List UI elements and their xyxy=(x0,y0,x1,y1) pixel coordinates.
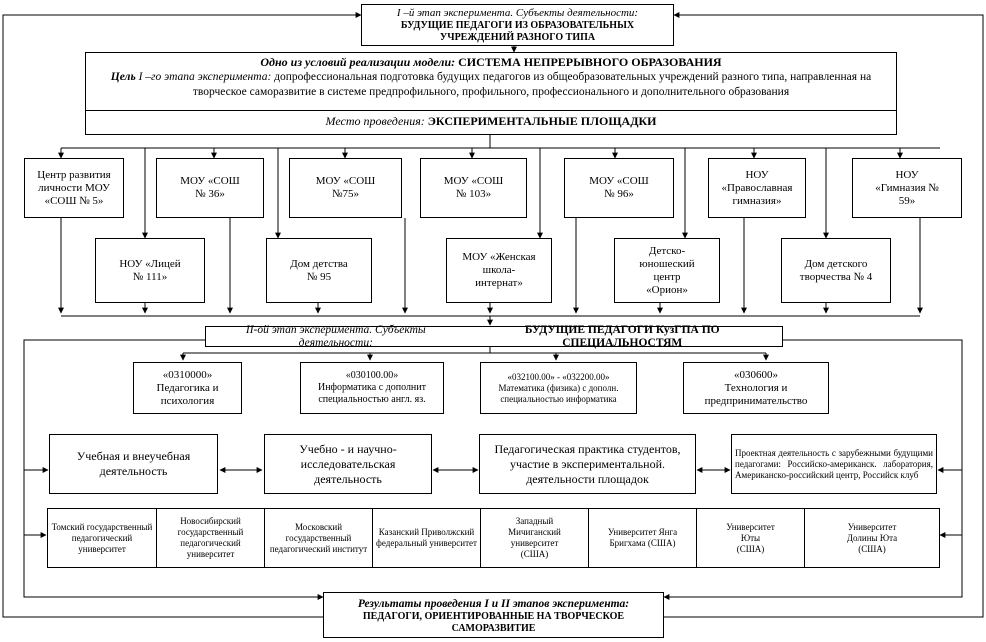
model-box xyxy=(85,52,897,135)
site-label: НОУ «Православная гимназия» xyxy=(721,168,793,207)
condition-value: СИСТЕМА НЕПРЕРЫВНОГО ОБРАЗОВАНИЯ xyxy=(458,55,722,69)
site-lyceum-111 xyxy=(95,238,205,303)
site-house-creativity-4 xyxy=(781,238,891,303)
site-label: МОУ «СОШ № 96» xyxy=(589,175,649,200)
uni-western-michigan xyxy=(480,508,589,568)
site-label: МОУ «СОШ № 103» xyxy=(443,175,504,200)
specialty-code: «032100.00» - «032200.00» xyxy=(507,371,610,382)
site-label: Центр развития личности МОУ «СОШ № 5» xyxy=(37,168,111,207)
specialty-code: «030100.00» xyxy=(345,370,399,381)
goal-label: Цель xyxy=(110,71,136,83)
site-girls-school xyxy=(446,238,552,303)
activity-projects xyxy=(731,434,937,494)
university-label: Университет Янга Бригхама (США) xyxy=(607,527,678,548)
activity-label: Педагогическая практика студентов, участие в экспериментальной. деятельности площадок xyxy=(494,441,681,486)
site-orion xyxy=(614,238,720,303)
results-label: Результаты проведения I и II этапов эксперимента: xyxy=(357,598,630,610)
results-box xyxy=(323,592,664,638)
site-label: МОУ «СОШ №75» xyxy=(315,175,376,200)
activity-study xyxy=(49,434,218,494)
site-gymnasium-59 xyxy=(852,158,962,218)
condition-label: Одно из условий реализации модели: xyxy=(260,55,456,69)
site-sosh-36 xyxy=(156,158,264,218)
specialty-name: Математика (физика) с дополн. специальностью информатика xyxy=(498,382,619,404)
university-label: Университет Долины Юта (США) xyxy=(846,521,898,554)
site-center-5 xyxy=(24,158,124,218)
university-label: Казанский Приволжский федеральный университет xyxy=(376,527,477,548)
site-sosh-103 xyxy=(420,158,527,218)
activity-practice xyxy=(479,434,696,494)
specialty-name: Технология и предпринимательство xyxy=(704,381,808,407)
specialty-code: «0310000» xyxy=(162,368,213,381)
stage2-label: II-ой этап эксперимента. Субъекты деятельности: xyxy=(245,323,426,349)
university-label: Новосибирский государственный педагогический университет xyxy=(177,516,244,559)
stage1-subjects: БУДУЩИЕ ПЕДАГОГИ ИЗ ОБРАЗОВАТЕЛЬНЫХ УЧРЕЖДЕНИЙ РАЗНОГО ТИПА xyxy=(400,19,635,43)
uni-tomsk xyxy=(47,508,157,568)
uni-utah xyxy=(696,508,805,568)
uni-novosibirsk xyxy=(156,508,265,568)
activity-label: Учебная и внеучебная деятельность xyxy=(76,449,191,478)
stage2-subjects: БУДУЩИЕ ПЕДАГОГИ КузГПА ПО СПЕЦИАЛЬНОСТЯМ xyxy=(524,323,720,349)
site-label: Дом детства № 95 xyxy=(290,257,348,283)
activity-label: Учебно - и научно-исследовательская деятельность xyxy=(299,441,397,486)
stage1-box xyxy=(361,4,674,46)
model-divider xyxy=(86,110,896,111)
uni-brigham-young xyxy=(588,508,697,568)
model-condition xyxy=(260,55,721,70)
uni-kazan xyxy=(372,508,481,568)
uni-utah-valley xyxy=(804,508,940,568)
goal-text: допрофессиональная подготовка будущих педагогов из общеобразовательных учреждений разного типа, направленная на творческое саморазвитие в системе предпрофильного, профильного, профессионального и дополнительного образования xyxy=(192,71,872,98)
university-label: Западный Мичиганский университет (США) xyxy=(508,516,561,559)
model-goal xyxy=(92,70,890,100)
university-label: Московский государственный педагогический институт xyxy=(269,521,368,554)
site-house-95 xyxy=(266,238,372,303)
specialty-0310000 xyxy=(133,362,242,414)
site-sosh-96 xyxy=(564,158,674,218)
university-label: Томский государственный педагогический университет xyxy=(51,521,153,554)
activity-label: Проектная деятельность с зарубежными будущими педагогами: Российско-американск. лаборатория, Американско-российский центр, Российск клуб xyxy=(735,447,933,480)
specialty-code: «030600» xyxy=(734,368,778,381)
place-value: ЭКСПЕРИМЕНТАЛЬНЫЕ ПЛОЩАДКИ xyxy=(427,114,657,128)
uni-moscow xyxy=(264,508,373,568)
activity-research xyxy=(264,434,432,494)
site-label: МОУ «Женская школа-интернат» xyxy=(462,251,536,289)
specialty-name: Педагогика и психология xyxy=(156,381,219,407)
site-label: МОУ «СОШ № 36» xyxy=(180,175,240,200)
specialty-032100 xyxy=(480,362,637,414)
specialty-030100 xyxy=(300,362,444,414)
place-label: Место проведения: xyxy=(325,114,425,128)
site-orthodox-gymnasium xyxy=(708,158,806,218)
model-place xyxy=(86,115,896,128)
stage1-label: I –й этап эксперимента. Субъекты деятельности: xyxy=(396,6,639,19)
site-label: Дом детского творчества № 4 xyxy=(799,257,873,283)
site-label: НОУ «Лицей № 111» xyxy=(119,257,181,283)
specialty-030600 xyxy=(683,362,829,414)
goal-stage: I –го этапа эксперимента: xyxy=(138,71,272,83)
university-label: Университет Юты (США) xyxy=(726,521,775,554)
results-value: ПЕДАГОГИ, ОРИЕНТИРОВАННЫЕ НА ТВОРЧЕСКОЕ САМОРАЗВИТИЕ xyxy=(362,611,625,634)
stage2-box xyxy=(205,323,783,349)
site-sosh-75 xyxy=(289,158,402,218)
site-label: НОУ «Гимназия № 59» xyxy=(875,168,939,207)
specialty-name: Информатика с дополнит специальностью англ. яз. xyxy=(317,382,427,405)
site-label: Детско-юношеский центр «Орион» xyxy=(639,244,695,296)
